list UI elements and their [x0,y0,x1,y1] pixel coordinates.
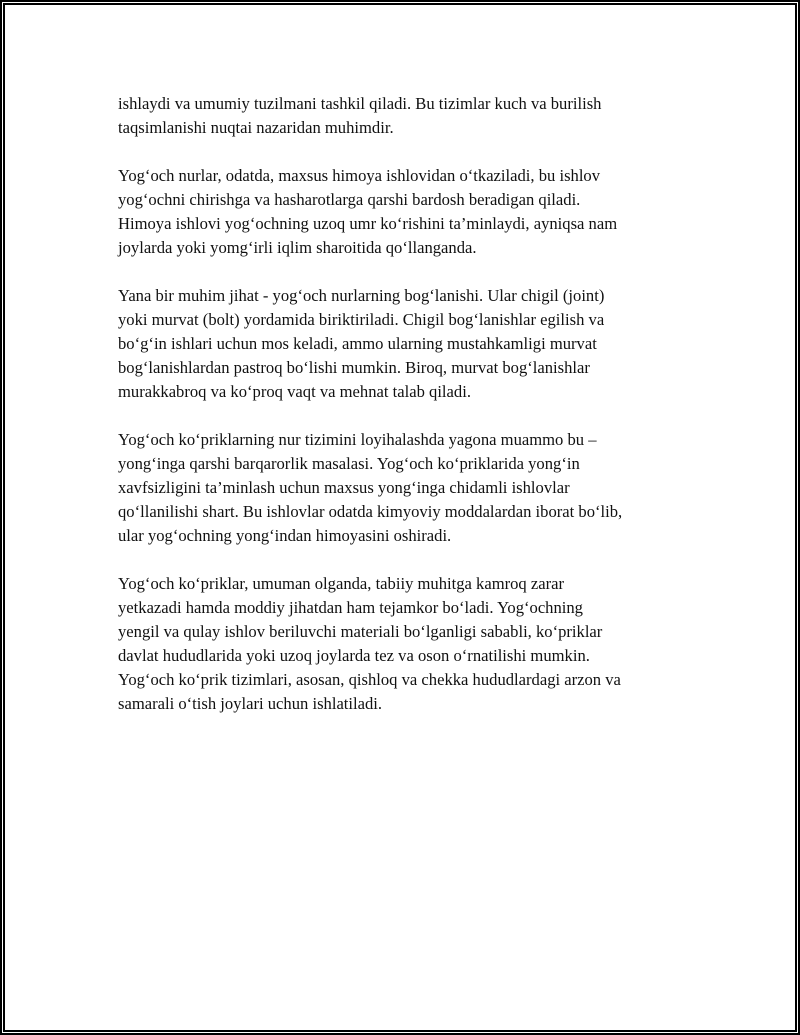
document-body [118,92,688,740]
paragraph-3: Yana bir muhim jihat - yog‘och nurlarning bog‘lanishi. Ular chigil (joint) yoki murvat (bolt) yordamida biriktiriladi. Chigil bog‘lanishlar egilish va bo‘g‘in ishlari uchun mos keladi, ammo ularning mustahkamligi murvat bog‘lanishlardan pastroq bo‘lishi mumkin. Biroq, murvat bog‘lanishlar murakkabroq va ko‘proq vaqt va mehnat talab qiladi. [118,286,605,401]
paragraph-1: ishlaydi va umumiy tuzilmani tashkil qiladi. Bu tizimlar kuch va burilish taqsimlanishi nuqtai nazaridan muhimdir. [118,94,602,137]
paragraph-5: Yog‘och ko‘priklar, umuman olganda, tabiiy muhitga kamroq zarar yetkazadi hamda moddiy jihatdan ham tejamkor bo‘ladi. Yog‘ochning yengil va qulay ishlov beriluvchi materiali bo‘lganligi sababli, ko‘priklar davlat hududlarida yoki uzoq joylarda tez va oson o‘rnatilishi mumkin. Yog‘och ko‘prik tizimlari, asosan, qishloq va chekka hududlardagi arzon va samarali o‘tish joylari uchun ishlatiladi. [118,574,621,713]
paragraph-4: Yog‘och ko‘priklarning nur tizimini loyihalashda yagona muammo bu – yong‘inga qarshi barqarorlik masalasi. Yog‘och ko‘priklarida yong‘in xavfsizligini ta’minlash uchun maxsus yong‘inga chidamli ishlovlar qo‘llanilishi shart. Bu ishlovlar odatda kimyoviy moddalardan iborat bo‘lib, ular yog‘ochning yong‘indan himoyasini oshiradi. [118,430,623,545]
paragraph-2: Yog‘och nurlar, odatda, maxsus himoya ishlovidan o‘tkaziladi, bu ishlov yog‘ochni chirishga va hasharotlarga qarshi bardosh beradigan qiladi. Himoya ishlovi yog‘ochning uzoq umr ko‘rishini ta’minlaydi, ayniqsa nam joylarda yoki yomg‘irli iqlim sharoitida qo‘llanganda. [118,166,618,257]
